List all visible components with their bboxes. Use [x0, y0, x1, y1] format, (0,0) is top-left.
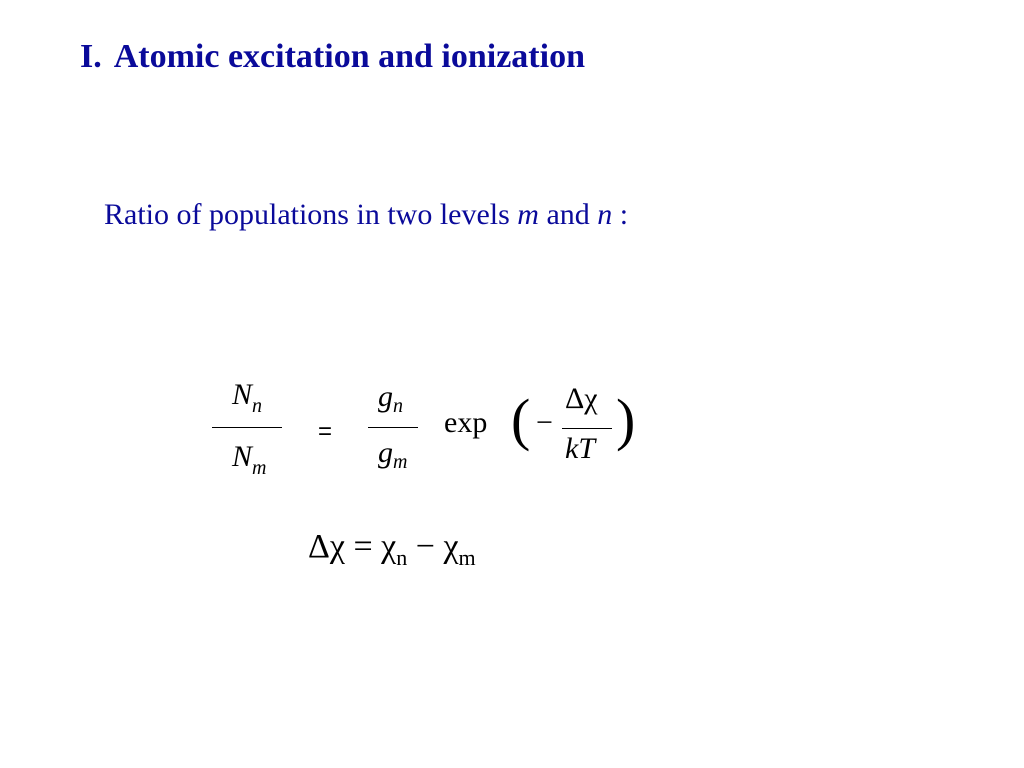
def-lhs: Δχ: [308, 528, 345, 565]
subtitle-var-n: n: [597, 198, 613, 231]
numerator-Nn: $N_n$: [232, 378, 263, 417]
def-minus: −: [407, 528, 444, 565]
subtitle-var-m: m: [517, 198, 539, 231]
numerator-delta-chi: Δχ: [565, 382, 598, 415]
def-sub-m: m: [458, 545, 476, 570]
def-sub-n: n: [396, 545, 408, 570]
exp-function: exp: [444, 406, 488, 439]
def-equals: =: [344, 528, 382, 565]
fraction-bar-exponent: [562, 428, 612, 429]
right-paren: ): [616, 387, 636, 452]
numerator-gn: $g_n$: [378, 380, 403, 417]
minus-sign: −: [536, 406, 553, 439]
title-text: Atomic excitation and ionization: [113, 38, 585, 75]
def-chi-m: χ: [443, 528, 459, 565]
fraction-bar-N: [212, 427, 282, 428]
slide-title: [80, 38, 585, 76]
equals-sign: =: [318, 418, 333, 445]
fraction-bar-g: [368, 427, 418, 428]
denominator-kT: kT: [565, 432, 595, 465]
denominator-Nm: $N_m$: [232, 440, 267, 479]
subtitle-lead: Ratio of populations in two levels: [104, 198, 518, 231]
title-number: I.: [80, 38, 102, 75]
def-chi-n: χ: [381, 528, 397, 565]
left-paren: (: [511, 387, 531, 452]
denominator-gm: $g_m$: [378, 436, 408, 473]
subtitle: [104, 198, 628, 232]
subtitle-tail: :: [612, 198, 629, 231]
subtitle-mid: and: [538, 198, 598, 231]
delta-chi-definition: [308, 528, 476, 570]
